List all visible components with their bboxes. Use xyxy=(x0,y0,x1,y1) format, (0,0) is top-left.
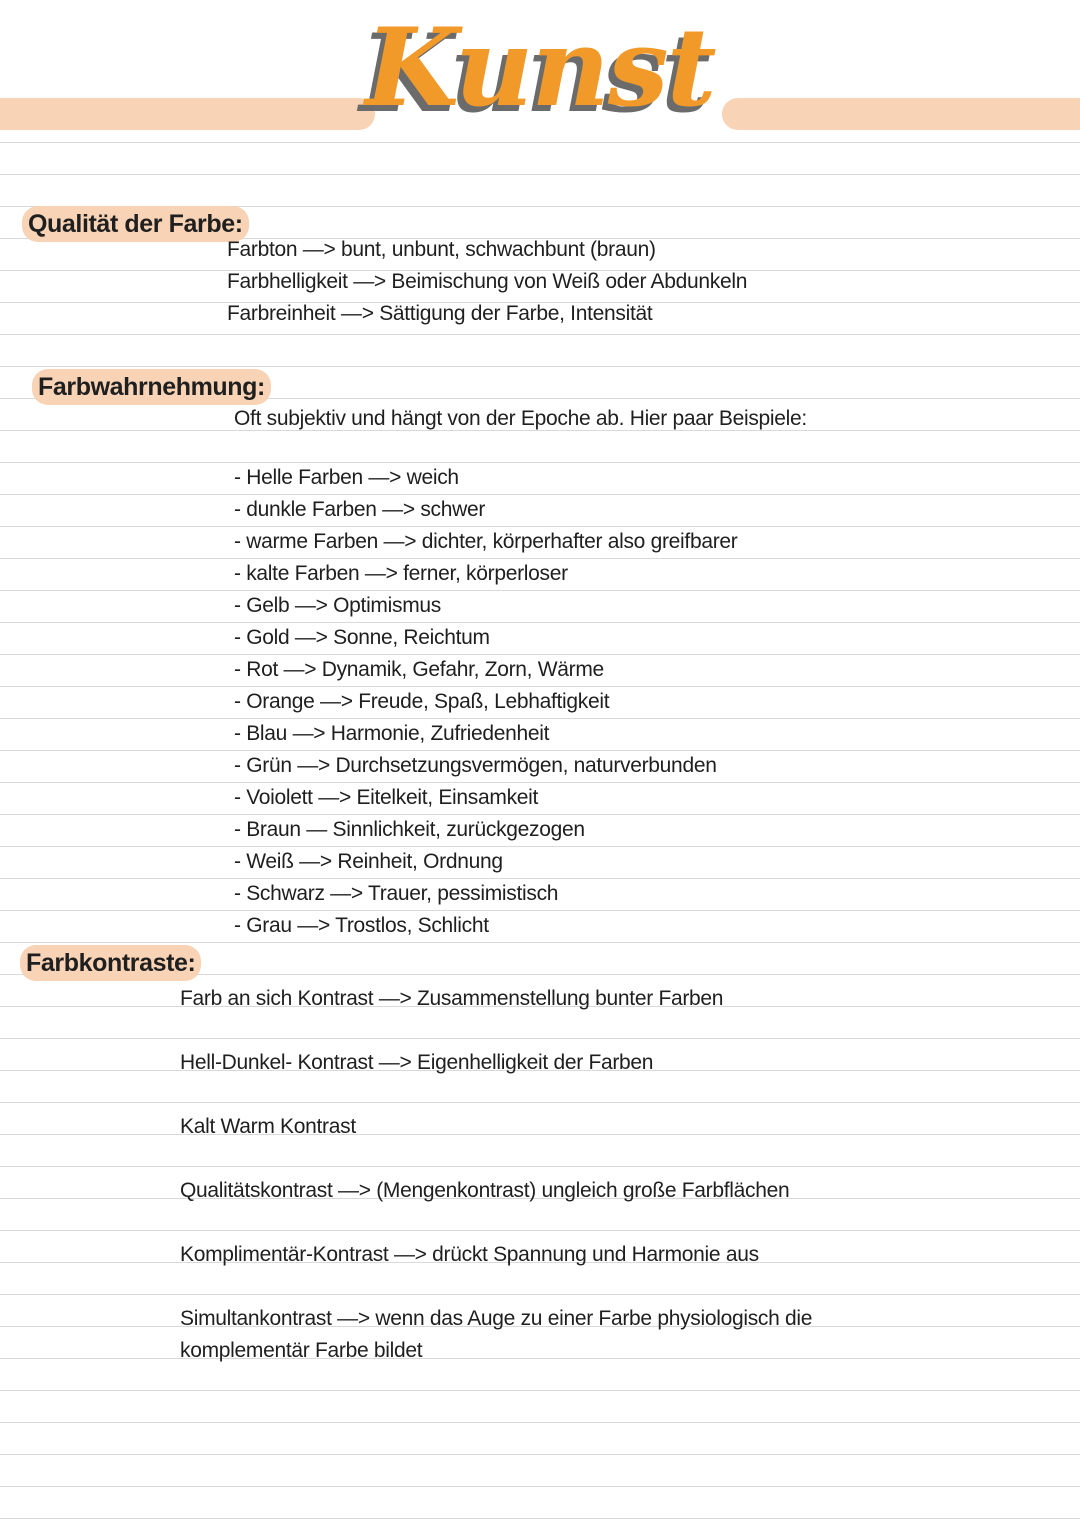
ruled-line xyxy=(0,846,1080,847)
ruled-line xyxy=(0,910,1080,911)
color-meaning-item: - Gold —> Sonne, Reichtum xyxy=(234,626,490,649)
ruled-line xyxy=(0,1390,1080,1391)
contrast-item: komplementär Farbe bildet xyxy=(180,1339,423,1362)
ruled-line xyxy=(0,750,1080,751)
ruled-line xyxy=(0,1294,1080,1295)
color-meaning-item: - Orange —> Freude, Spaß, Lebhaftigkeit xyxy=(234,690,610,713)
color-meaning-item: - dunkle Farben —> schwer xyxy=(234,498,486,521)
ruled-line xyxy=(0,942,1080,943)
heading-kontraste: Farbkontraste: xyxy=(20,945,201,981)
qualitaet-line: Farbton —> bunt, unbunt, schwachbunt (braun) xyxy=(227,238,656,261)
ruled-line xyxy=(0,1102,1080,1103)
ruled-line xyxy=(0,1230,1080,1231)
page-title: Kunst xyxy=(365,5,715,131)
ruled-line xyxy=(0,654,1080,655)
ruled-line xyxy=(0,366,1080,367)
qualitaet-line: Farbhelligkeit —> Beimischung von Weiß oder Abdunkeln xyxy=(227,270,748,293)
ruled-line xyxy=(0,174,1080,175)
color-meaning-item: - Voiolett —> Eitelkeit, Einsamkeit xyxy=(234,786,539,809)
color-meaning-item: - Blau —> Harmonie, Zufriedenheit xyxy=(234,722,550,745)
ruled-line xyxy=(0,1518,1080,1519)
heading-qualitaet: Qualität der Farbe: xyxy=(22,206,249,242)
color-meaning-item: - Grün —> Durchsetzungsvermögen, naturverbunden xyxy=(234,754,717,777)
color-meaning-item: - Rot —> Dynamik, Gefahr, Zorn, Wärme xyxy=(234,658,604,681)
contrast-item: Komplimentär-Kontrast —> drückt Spannung und Harmonie aus xyxy=(180,1243,759,1266)
ruled-line xyxy=(0,526,1080,527)
ruled-line xyxy=(0,590,1080,591)
ruled-line xyxy=(0,622,1080,623)
ruled-line xyxy=(0,1358,1080,1359)
ruled-line xyxy=(0,1134,1080,1135)
ruled-line xyxy=(0,1454,1080,1455)
color-meaning-item: - Weiß —> Reinheit, Ordnung xyxy=(234,850,503,873)
ruled-line xyxy=(0,718,1080,719)
contrast-item: Hell-Dunkel- Kontrast —> Eigenhelligkeit der Farben xyxy=(180,1051,654,1074)
color-meaning-item: - Schwarz —> Trauer, pessimistisch xyxy=(234,882,559,905)
color-meaning-item: - Gelb —> Optimismus xyxy=(234,594,441,617)
ruled-line xyxy=(0,1486,1080,1487)
contrast-item: Qualitätskontrast —> (Mengenkontrast) ungleich große Farbflächen xyxy=(180,1179,790,1202)
contrast-item: Farb an sich Kontrast —> Zusammenstellung bunter Farben xyxy=(180,987,724,1010)
ruled-line xyxy=(0,494,1080,495)
color-meaning-item: - Helle Farben —> weich xyxy=(234,466,459,489)
heading-wahrnehmung: Farbwahrnehmung: xyxy=(32,369,271,405)
ruled-line xyxy=(0,334,1080,335)
ruled-line xyxy=(0,878,1080,879)
wahrnehmung-intro: Oft subjektiv und hängt von der Epoche ab. Hier paar Beispiele: xyxy=(234,407,807,430)
ruled-line xyxy=(0,814,1080,815)
color-meaning-item: - kalte Farben —> ferner, körperloser xyxy=(234,562,568,585)
ruled-line xyxy=(0,782,1080,783)
ruled-line xyxy=(0,1166,1080,1167)
color-meaning-item: - warme Farben —> dichter, körperhafter also greifbarer xyxy=(234,530,738,553)
ruled-line xyxy=(0,1038,1080,1039)
color-meaning-item: - Braun — Sinnlichkeit, zurückgezogen xyxy=(234,818,585,841)
ruled-line xyxy=(0,686,1080,687)
qualitaet-line: Farbreinheit —> Sättigung der Farbe, Intensität xyxy=(227,302,653,325)
contrast-item: Simultankontrast —> wenn das Auge zu einer Farbe physiologisch die xyxy=(180,1307,813,1330)
color-meaning-item: - Grau —> Trostlos, Schlicht xyxy=(234,914,489,937)
contrast-item: Kalt Warm Kontrast xyxy=(180,1115,356,1138)
ruled-line xyxy=(0,1422,1080,1423)
ruled-line xyxy=(0,558,1080,559)
ruled-line xyxy=(0,462,1080,463)
ruled-line xyxy=(0,142,1080,143)
